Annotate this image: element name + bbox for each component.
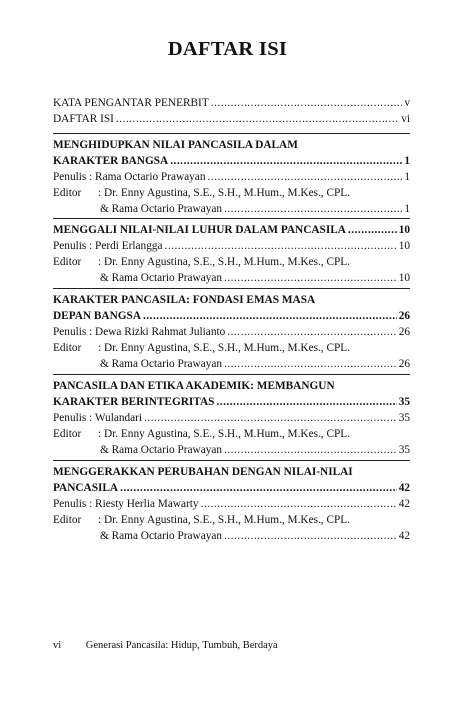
editor-co-name: & Rama Octario Prawayan <box>100 444 223 456</box>
author-page: 26 <box>398 326 410 338</box>
editor-line <box>53 270 410 286</box>
chapter-section <box>53 288 410 372</box>
editor-names: : Dr. Enny Agustina, S.E., S.H., M.Hum., M.Kes., CPL. <box>98 428 351 440</box>
author-text: Penulis : Riesty Herlia Mawarty <box>53 498 199 510</box>
author-page: 10 <box>398 240 410 252</box>
author-text: Penulis : Wulandari <box>53 412 143 424</box>
toc-entry[interactable] <box>53 95 410 111</box>
chapter-page: 1 <box>404 155 410 167</box>
editor-page: 35 <box>398 444 410 456</box>
editor-co-name: & Rama Octario Prawayan <box>100 358 223 370</box>
editor-line <box>53 426 410 442</box>
chapter-page: 42 <box>398 482 410 494</box>
editor-line <box>53 528 410 544</box>
author-page: 1 <box>404 171 410 183</box>
page-title: DAFTAR ISI <box>167 38 288 60</box>
section-divider <box>53 288 410 289</box>
editor-line <box>53 201 410 217</box>
editor-names: : Dr. Enny Agustina, S.E., S.H., M.Hum., M.Kes., CPL. <box>98 342 351 354</box>
dot-leader <box>224 528 397 544</box>
section-divider <box>53 218 410 219</box>
editor-line <box>53 185 410 201</box>
chapter-title-text: KARAKTER BANGSA <box>53 155 169 167</box>
author-line <box>53 169 410 185</box>
chapter-title-line[interactable] <box>53 308 410 324</box>
chapter-title-line[interactable] <box>53 153 410 169</box>
dot-leader <box>165 238 397 254</box>
toc-entry[interactable] <box>53 111 410 127</box>
dot-leader <box>224 442 397 458</box>
footer-book-title: Generasi Pancasila: Hidup, Tumbuh, Berdaya <box>85 640 278 651</box>
editor-label: Editor <box>53 187 82 199</box>
author-text: Penulis : Rama Octario Prawayan <box>53 171 206 183</box>
chapter-section <box>53 374 410 458</box>
editor-line <box>53 442 410 458</box>
chapter-title-text: MENGGALI NILAI-NILAI LUHUR DALAM PANCASILA <box>53 224 346 236</box>
chapter-section <box>53 460 410 544</box>
toc-entry-label: DAFTAR ISI <box>53 113 114 125</box>
dot-leader <box>211 95 403 111</box>
dot-leader <box>348 222 397 238</box>
author-line <box>53 496 410 512</box>
chapter-section <box>53 218 410 286</box>
chapter-title-text: KARAKTER BERINTEGRITAS <box>53 396 215 408</box>
editor-page: 26 <box>398 358 410 370</box>
editor-label: Editor <box>53 342 82 354</box>
dot-leader <box>207 169 402 185</box>
dot-leader <box>227 324 396 340</box>
chapter-title-line[interactable] <box>53 137 410 153</box>
section-divider <box>53 374 410 375</box>
author-line <box>53 410 410 426</box>
author-line <box>53 238 410 254</box>
section-divider <box>53 133 410 134</box>
editor-page: 1 <box>404 203 410 215</box>
author-text: Penulis : Dewa Rizki Rahmat Julianto <box>53 326 226 338</box>
dot-leader <box>224 270 397 286</box>
chapter-title-text: KARAKTER PANCASILA: FONDASI EMAS MASA <box>53 294 316 306</box>
editor-names: : Dr. Enny Agustina, S.E., S.H., M.Hum., M.Kes., CPL. <box>98 514 351 526</box>
dot-leader <box>144 410 397 426</box>
editor-label: Editor <box>53 514 82 526</box>
chapter-title-line[interactable] <box>53 480 410 496</box>
toc-entry-page: vi <box>401 113 410 125</box>
dot-leader <box>116 111 399 127</box>
chapter-section <box>53 133 410 217</box>
dot-leader <box>120 480 397 496</box>
section-divider <box>53 460 410 461</box>
editor-label: Editor <box>53 256 82 268</box>
chapter-title-line[interactable] <box>53 464 410 480</box>
editor-page: 42 <box>398 530 410 542</box>
toc-entry-page: v <box>404 97 410 109</box>
dot-leader <box>201 496 397 512</box>
editor-co-name: & Rama Octario Prawayan <box>100 272 223 284</box>
editor-line <box>53 512 410 528</box>
chapter-title-text: PANCASILA <box>53 482 119 494</box>
editor-names: : Dr. Enny Agustina, S.E., S.H., M.Hum., M.Kes., CPL. <box>98 187 351 199</box>
chapter-title-text: MENGHIDUPKAN NILAI PANCASILA DALAM <box>53 139 298 151</box>
dot-leader <box>170 153 402 169</box>
author-text: Penulis : Perdi Erlangga <box>53 240 163 252</box>
dot-leader <box>143 308 397 324</box>
author-page: 42 <box>398 498 410 510</box>
author-page: 35 <box>398 412 410 424</box>
editor-line <box>53 340 410 356</box>
editor-co-name: & Rama Octario Prawayan <box>100 203 223 215</box>
chapter-title-text: MENGGERAKKAN PERUBAHAN DENGAN NILAI-NILAI <box>53 466 353 478</box>
chapter-page: 26 <box>398 310 410 322</box>
chapter-title-line[interactable] <box>53 292 410 308</box>
dot-leader <box>224 201 402 217</box>
chapter-title-line[interactable] <box>53 222 410 238</box>
editor-names: : Dr. Enny Agustina, S.E., S.H., M.Hum., M.Kes., CPL. <box>98 256 351 268</box>
front-matter-list <box>53 95 410 127</box>
chapter-page: 10 <box>398 224 410 236</box>
page-footer <box>53 640 278 651</box>
chapter-page: 35 <box>398 396 410 408</box>
chapter-title-line[interactable] <box>53 378 410 394</box>
author-line <box>53 324 410 340</box>
editor-line <box>53 356 410 372</box>
chapter-title-line[interactable] <box>53 394 410 410</box>
dot-leader <box>224 356 397 372</box>
editor-co-name: & Rama Octario Prawayan <box>100 530 223 542</box>
editor-line <box>53 254 410 270</box>
editor-page: 10 <box>398 272 410 284</box>
editor-label: Editor <box>53 428 82 440</box>
chapter-title-text: PANCASILA DAN ETIKA AKADEMIK: MEMBANGUN <box>53 380 335 392</box>
footer-page-number: vi <box>53 640 62 651</box>
chapter-title-text: DEPAN BANGSA <box>53 310 141 322</box>
toc-entry-label: KATA PENGANTAR PENERBIT <box>53 97 209 109</box>
dot-leader <box>216 394 396 410</box>
